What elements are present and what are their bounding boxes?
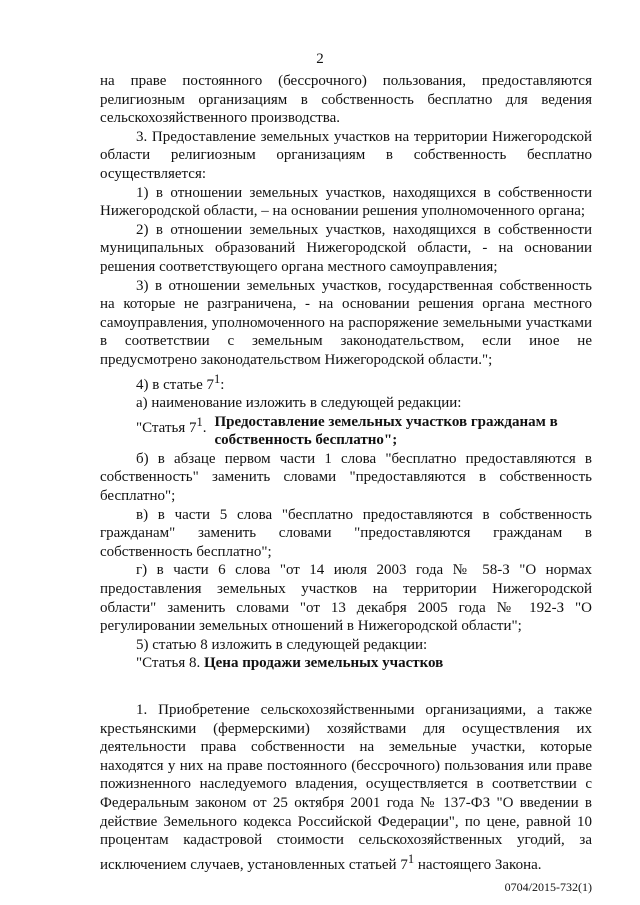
article-8-part-1-end: настоящего Закона. <box>414 856 542 873</box>
article-7-1-title-end: "; <box>383 432 398 449</box>
paragraph-amend-4 <box>100 370 592 395</box>
article-7-1-dot: . <box>202 419 207 436</box>
paragraph-continuation: на праве постоянного (бессрочного) пользования, предоставляются религиозным организациям в собственность бесплатно для ведения сельскохозяйственного производства. <box>100 73 592 127</box>
article-8-title: Цена продажи земельных участков <box>203 655 444 672</box>
article-7-1-title <box>206 413 592 450</box>
article-7-1-prefix-text: "Статья 7 <box>136 419 197 436</box>
paragraph-amend-g: г) в части 6 слова "от 14 июля 2003 года № 58-З "О нормах предоставления земельных участков на территории Нижегородской области" заменить словами "от 13 декабря 2005 года № 192-З "О регулировании земельных отношений в Нижегородской области"; <box>100 562 592 635</box>
article-8-heading <box>100 654 592 673</box>
article-7-1-heading <box>100 413 592 450</box>
article-8-part-1-text: 1. Приобретение сельскохозяйственными организациями, а также крестьянскими (фермерскими) хозяйствами для осуществления их деятельности права собственности на земельные участки, которые находятся у них на праве постоянного (бессрочного) пользования или праве пожизненного наследуемого владения, осуществляется в соответствии с Федеральным законом от 25 октября 2001 года № 137-ФЗ "О введении в действие Земельного кодекса Российской Федерации", по цене, равной 10 процентам кадастровой стоимости сельскохозяйственных угодий, за исключением случаев, установленных статьей 7 <box>100 702 592 873</box>
page-number: 2 <box>316 51 324 67</box>
paragraph-amend-a: а) наименование изложить в следующей редакции: <box>136 395 462 412</box>
article-8-part-1-sup: 1 <box>407 851 415 866</box>
paragraph-spacer <box>100 673 592 701</box>
document-code: 0704/2015-732(1) <box>504 880 592 894</box>
paragraph-amend-5: 5) статью 8 изложить в следующей редакции: <box>136 636 428 653</box>
paragraph-item-1: 1) в отношении земельных участков, находящихся в собственности Нижегородской области, – на основании решения уполномоченного органа; <box>100 184 592 220</box>
paragraph-item-3: 3) в отношении земельных участков, государственная собственность на которые не разграничена, - на основании решения органа местного самоуправления, уполномоченного на распоряжение земельными участками в соответствии с земельным законодательством, если иное не предусмотрено законодательством Нижегородской области."; <box>100 277 592 368</box>
amend-4-text: 4) в статье 7 <box>136 376 215 393</box>
document-body <box>100 72 592 874</box>
article-7-1-title-text: Предоставление земельных участков гражданам в собственность бесплатно <box>214 413 558 449</box>
amend-4-sup: 1 <box>214 371 221 386</box>
article-7-1-sup: 1 <box>196 414 203 429</box>
article-7-1-prefix <box>100 413 206 450</box>
amend-4-end: : <box>220 376 225 393</box>
paragraph-amend-b: б) в абзаце первом части 1 слова "бесплатно предоставляются в собственность" заменить словами "предоставляются в собственность бесплатно"; <box>100 450 592 505</box>
paragraph-amend-v: в) в части 5 слова "бесплатно предоставляются в собственность гражданам" заменить словами "предоставляются гражданам в собственность бесплатно"; <box>100 506 592 560</box>
paragraph-clause-3: 3. Предоставление земельных участков на территории Нижегородской области религиозным организациям в собственность бесплатно осуществляется: <box>100 128 592 182</box>
article-8-prefix: "Статья 8. <box>136 655 201 672</box>
paragraph-item-2: 2) в отношении земельных участков, находящихся в собственности муниципальных образований Нижегородской области, - на основании решения соответствующего органа местного самоуправления; <box>100 221 592 275</box>
paragraph-article-8-part-1 <box>100 701 592 874</box>
